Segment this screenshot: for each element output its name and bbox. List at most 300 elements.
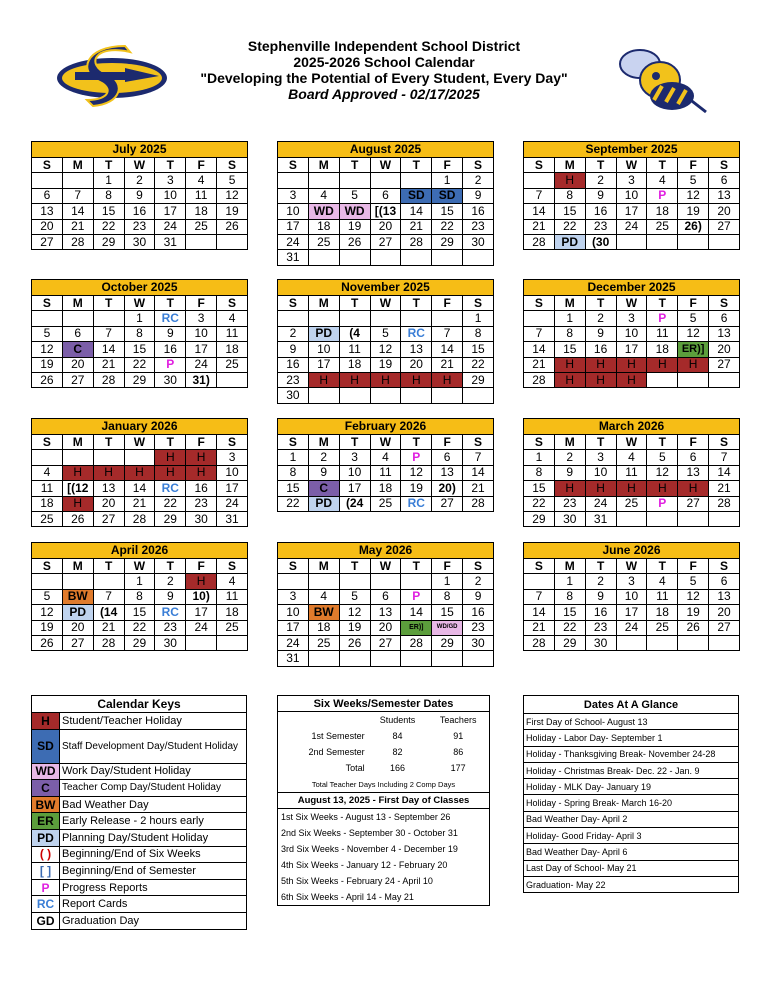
day-cell: 14 [401,204,432,219]
weekday-header: F [432,296,463,311]
weekday-header: T [647,158,678,173]
weekday-header: M [62,435,93,450]
day-cell: 18 [217,605,248,620]
weekday-header: M [554,158,585,173]
week-row [32,311,248,326]
six-weeks-range: 6th Six Weeks - April 14 - May 21 [281,892,414,903]
day-cell [709,635,740,650]
day-cell: 21 [62,219,93,234]
day-cell: H [186,465,217,480]
day-cell [62,311,93,326]
day-cell: H [554,173,585,188]
day-cell: 25 [616,496,647,511]
six-weeks-range: 3rd Six Weeks - November 4 - December 19 [281,843,458,854]
week-row [278,342,494,357]
day-cell [370,388,401,403]
glance-title: Dates At A Glance [524,696,739,714]
week-row [32,173,248,188]
day-cell: 17 [217,481,248,496]
day-cell [308,651,339,666]
day-cell: 5 [339,188,370,203]
day-cell: 28 [93,372,124,387]
weekday-header: S [524,158,555,173]
day-cell [678,372,709,387]
semester-label: Total [345,763,365,774]
six-weeks-semester-dates [277,695,490,906]
week-row [32,496,248,511]
month-february-2026 [277,418,494,512]
day-cell: 17 [616,605,647,620]
semester-students: 166 [389,763,405,774]
weekday-header: T [585,296,616,311]
day-cell: 4 [308,188,339,203]
day-cell: 4 [647,173,678,188]
day-cell: 13 [678,465,709,480]
day-cell: 27 [370,635,401,650]
week-row [278,326,494,341]
keys-title: Calendar Keys [32,696,247,713]
day-cell: WD [339,204,370,219]
day-cell: P [401,589,432,604]
day-cell [308,173,339,188]
weekday-header: T [401,559,432,574]
day-cell: 6 [32,188,63,203]
day-cell: 5 [647,450,678,465]
day-cell: 1 [524,450,555,465]
day-cell: 2 [308,450,339,465]
day-cell: 4 [217,311,248,326]
day-cell: 18 [370,481,401,496]
week-row [524,219,740,234]
week-row [524,465,740,480]
day-cell: 18 [217,342,248,357]
day-cell [432,250,463,265]
day-cell: 2 [463,173,494,188]
day-cell: 6 [370,589,401,604]
day-cell [62,450,93,465]
day-cell: H [647,481,678,496]
month-september-2025 [523,141,740,250]
day-cell: 13 [432,465,463,480]
key-label: Staff Development Day/Student Holiday [60,729,247,763]
day-cell: 15 [93,204,124,219]
day-cell: PD [308,496,339,511]
day-cell: 8 [554,188,585,203]
day-cell: 5 [370,326,401,341]
key-code: BW [32,796,60,813]
day-cell: 6 [432,450,463,465]
day-cell: 12 [401,465,432,480]
day-cell: 19 [339,620,370,635]
day-cell: 7 [524,589,555,604]
day-cell: 30 [278,388,309,403]
day-cell: 18 [647,342,678,357]
day-cell: PD [308,326,339,341]
key-label: Early Release - 2 hours early [60,813,247,830]
day-cell: 19 [678,204,709,219]
day-cell: 29 [93,234,124,249]
weekday-header: T [647,296,678,311]
weekday-header: F [432,435,463,450]
weekday-header: F [678,435,709,450]
day-cell: 27 [62,372,93,387]
week-row [278,219,494,234]
day-cell: H [554,372,585,387]
day-cell: 28 [401,635,432,650]
weekday-header: T [93,158,124,173]
day-cell [678,635,709,650]
day-cell: 28 [524,234,555,249]
day-cell: 22 [124,357,155,372]
weekday-header: F [186,435,217,450]
day-cell: 29 [432,234,463,249]
day-cell: 12 [678,326,709,341]
day-cell: 3 [217,450,248,465]
week-row [32,605,248,620]
day-cell: 15 [278,481,309,496]
day-cell: H [370,372,401,387]
day-cell: 8 [432,589,463,604]
weekday-header: T [93,435,124,450]
day-cell: 15 [432,204,463,219]
semester-row [278,760,490,776]
month-november-2025 [277,279,494,404]
month-title: June 2026 [524,543,740,559]
day-cell [32,450,63,465]
month-june-2026 [523,542,740,651]
day-cell: 10 [585,465,616,480]
day-cell: 3 [186,311,217,326]
day-cell [308,250,339,265]
week-row [524,173,740,188]
day-cell: 16 [585,605,616,620]
day-cell [93,450,124,465]
day-cell: 20 [401,357,432,372]
day-cell [647,234,678,249]
day-cell: 28 [62,234,93,249]
day-cell: H [155,465,186,480]
day-cell [32,173,63,188]
week-row [32,326,248,341]
month-title: August 2025 [278,142,494,158]
weekday-header: S [524,435,555,450]
day-cell: 19 [32,357,63,372]
day-cell: 5 [339,589,370,604]
day-cell: 20 [709,605,740,620]
day-cell: 23 [463,620,494,635]
day-cell: 26 [678,620,709,635]
day-cell: H [186,450,217,465]
day-cell: 28 [401,234,432,249]
weekday-header: S [32,435,63,450]
page-header [0,38,768,102]
month-title: November 2025 [278,280,494,296]
day-cell: 18 [339,357,370,372]
week-row [32,234,248,249]
day-cell: 11 [370,465,401,480]
day-cell: 17 [308,357,339,372]
weekday-header: S [32,559,63,574]
weekday-header: T [339,296,370,311]
key-row [32,829,247,846]
day-cell: 17 [155,204,186,219]
day-cell: 11 [32,481,63,496]
week-row [278,234,494,249]
key-row [32,729,247,763]
day-cell: H [616,357,647,372]
day-cell: 21 [124,496,155,511]
key-row [32,813,247,830]
semester-teachers: 91 [453,730,464,741]
day-cell: SD [432,188,463,203]
day-cell: (30 [585,234,616,249]
week-row [524,635,740,650]
weekday-header: M [554,296,585,311]
weekday-header: W [370,158,401,173]
day-cell [709,372,740,387]
day-cell: 22 [93,219,124,234]
weekday-header: T [155,435,186,450]
day-cell: 22 [155,496,186,511]
day-cell: 9 [463,188,494,203]
day-cell: 1 [463,311,494,326]
day-cell: 21 [93,357,124,372]
day-cell: 20 [62,357,93,372]
dates-at-a-glance [523,695,739,893]
day-cell: 22 [124,620,155,635]
week-row [278,357,494,372]
week-row [32,357,248,372]
key-label: Bad Weather Day [60,796,247,813]
day-cell: 6 [709,311,740,326]
week-row [32,574,248,589]
day-cell: 7 [62,188,93,203]
key-code: GD [32,912,60,929]
day-cell: 17 [186,342,217,357]
six-weeks-range: 2nd Six Weeks - September 30 - October 31 [281,827,458,838]
weekday-header: F [678,296,709,311]
day-cell: 26 [32,372,63,387]
week-row [524,589,740,604]
day-cell: 10 [155,188,186,203]
day-cell: 1 [278,450,309,465]
weekday-header: S [463,158,494,173]
semester-row [278,744,490,760]
month-title: October 2025 [32,280,248,296]
day-cell: 4 [217,574,248,589]
day-cell: 28 [524,635,555,650]
day-cell [401,311,432,326]
week-row [32,450,248,465]
day-cell: 17 [186,605,217,620]
day-cell: [(12 [62,481,93,496]
day-cell: 7 [93,589,124,604]
key-code: ER [32,813,60,830]
key-row [32,846,247,863]
key-label: Beginning/End of Semester [60,863,247,880]
day-cell: 16 [124,204,155,219]
day-cell: 3 [616,173,647,188]
weekday-header: T [339,559,370,574]
weekday-header: W [616,435,647,450]
day-cell [432,651,463,666]
day-cell: H [155,450,186,465]
day-cell [678,511,709,526]
day-cell: 24 [585,496,616,511]
day-cell: 7 [463,450,494,465]
day-cell: 4 [186,173,217,188]
day-cell: 9 [124,188,155,203]
day-cell: 8 [463,326,494,341]
day-cell [401,388,432,403]
day-cell: 13 [370,605,401,620]
day-cell: C [308,481,339,496]
day-cell: BW [62,589,93,604]
day-cell: 4 [616,450,647,465]
day-cell: H [678,357,709,372]
key-code: SD [32,729,60,763]
key-code: H [32,713,60,730]
day-cell: 12 [217,188,248,203]
day-cell: 15 [463,342,494,357]
day-cell: 26) [678,219,709,234]
day-cell: 28 [463,496,494,511]
day-cell: 28 [524,372,555,387]
day-cell: 2 [585,173,616,188]
day-cell: 29 [463,372,494,387]
glance-item: Holiday- Good Friday- April 3 [524,828,739,844]
day-cell: 22 [554,620,585,635]
key-code: C [32,780,60,797]
week-row [278,372,494,387]
week-row [278,311,494,326]
day-cell: 21 [432,357,463,372]
day-cell: 11 [616,465,647,480]
day-cell [370,173,401,188]
day-cell: 17 [616,342,647,357]
month-title: September 2025 [524,142,740,158]
month-title: July 2025 [32,142,248,158]
day-cell [616,511,647,526]
weekday-header: T [339,435,370,450]
day-cell: 9 [554,465,585,480]
day-cell: 9 [585,326,616,341]
week-row [32,219,248,234]
day-cell: 9 [585,589,616,604]
weekday-header: S [278,559,309,574]
weekday-header: W [616,158,647,173]
day-cell: RC [401,326,432,341]
week-row [524,620,740,635]
day-cell: 20 [93,496,124,511]
weekday-header: T [647,435,678,450]
week-row [524,204,740,219]
day-cell: H [554,357,585,372]
weekday-header: F [186,559,217,574]
day-cell: 1 [554,574,585,589]
day-cell [278,173,309,188]
week-row [32,635,248,650]
day-cell: 31 [155,234,186,249]
glance-item: First Day of School- August 13 [524,714,739,730]
week-row [524,605,740,620]
day-cell: 10 [339,465,370,480]
day-cell: 14 [432,342,463,357]
week-row [278,651,494,666]
glance-item: Graduation- May 22 [524,876,739,892]
day-cell: 29 [124,635,155,650]
day-cell: 19 [678,605,709,620]
day-cell [647,511,678,526]
day-cell: 7 [524,326,555,341]
weekday-header: S [463,296,494,311]
day-cell: 8 [554,326,585,341]
day-cell: WD [308,204,339,219]
day-cell [62,173,93,188]
day-cell: H [186,574,217,589]
day-cell: 2 [278,326,309,341]
key-label: Planning Day/Student Holiday [60,829,247,846]
weekday-header: T [155,559,186,574]
day-cell: BW [308,605,339,620]
day-cell: 16 [186,481,217,496]
day-cell: 27 [678,496,709,511]
day-cell: 5 [678,311,709,326]
week-row [524,311,740,326]
day-cell [339,651,370,666]
day-cell: 19 [401,481,432,496]
weekday-header: W [370,435,401,450]
day-cell [401,250,432,265]
week-row [278,450,494,465]
day-cell [709,511,740,526]
month-july-2025 [31,141,248,250]
day-cell: 16 [278,357,309,372]
week-row [32,511,248,526]
weekday-header: S [524,296,555,311]
day-cell: 4 [32,465,63,480]
weekday-header: S [32,296,63,311]
day-cell: PD [554,234,585,249]
day-cell: RC [155,605,186,620]
week-row [278,589,494,604]
day-cell: P [647,496,678,511]
day-cell: H [401,372,432,387]
day-cell: 1 [554,311,585,326]
first-day-of-classes: August 13, 2025 - First Day of Classes [278,792,490,808]
day-cell: 20 [370,620,401,635]
day-cell: 11 [647,589,678,604]
day-cell: 17 [278,219,309,234]
day-cell [524,173,555,188]
day-cell: 11 [186,188,217,203]
month-title: February 2026 [278,419,494,435]
day-cell: 28 [93,635,124,650]
weekday-header: W [124,435,155,450]
semester-label: 2nd Semester [308,747,365,757]
weekday-header: M [554,435,585,450]
month-december-2025 [523,279,740,388]
weekday-header: S [463,435,494,450]
day-cell: 18 [308,219,339,234]
day-cell: 5 [678,574,709,589]
week-row [278,605,494,620]
day-cell: 10 [616,326,647,341]
weekday-header: T [585,559,616,574]
day-cell: 24 [155,219,186,234]
day-cell [339,574,370,589]
day-cell: 11 [217,589,248,604]
